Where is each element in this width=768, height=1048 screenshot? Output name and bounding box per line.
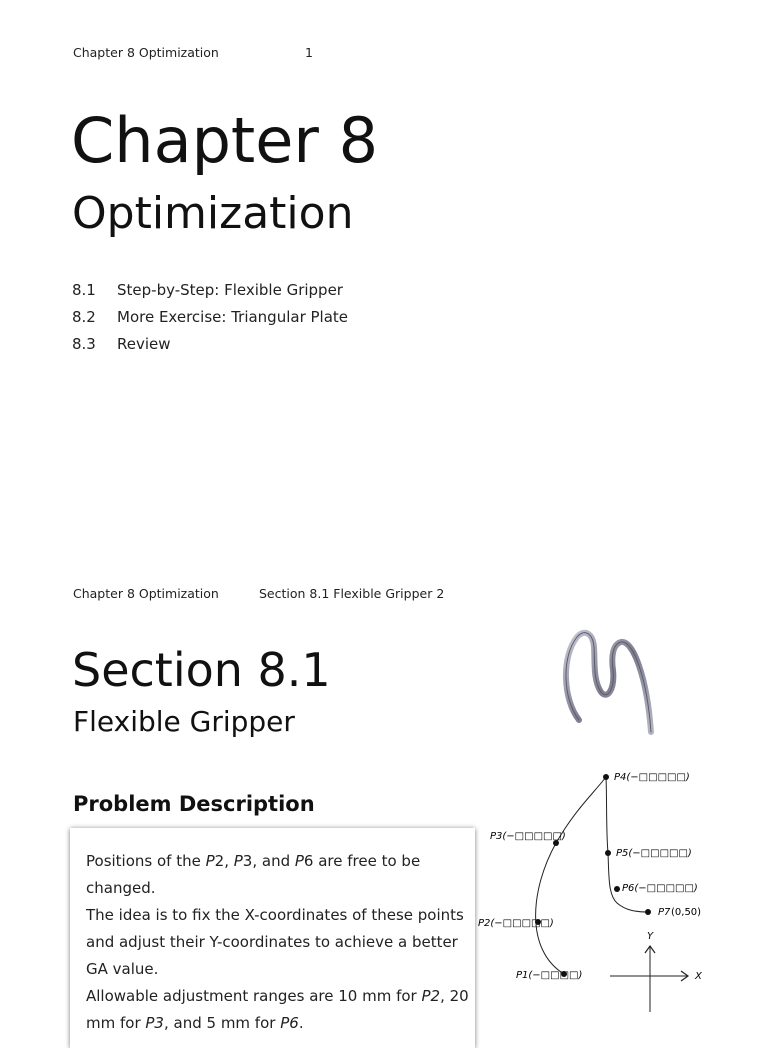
note-text-fragment: , and 5 mm for <box>163 1014 281 1032</box>
x-axis-label: X <box>695 971 702 982</box>
point-p7-coordinate: (0,50) <box>671 907 702 918</box>
point-p3-label: P3(−□□□□□) <box>490 831 566 842</box>
note-text-fragment: Positions of the <box>86 852 206 870</box>
page2-header-right: Section 8.1 Flexible Gripper 2 <box>259 586 445 601</box>
point-p4-label: P4(−□□□□□) <box>614 772 690 783</box>
y-axis-label: Y <box>647 931 654 942</box>
chapter-subtitle: Optimization <box>72 188 354 239</box>
note-paragraph <box>86 848 471 902</box>
point-p6 <box>614 886 620 892</box>
point-p6-label: P6(−□□□□□) <box>622 883 698 894</box>
problem-note-text <box>86 848 471 1037</box>
page1-header-left: Chapter 8 Optimization <box>73 45 219 60</box>
note-paragraph <box>86 983 471 1037</box>
toc-item-label: More Exercise: Triangular Plate <box>117 308 349 326</box>
gripper-illustration <box>555 622 665 747</box>
note-text-fragment: , and <box>252 852 295 870</box>
chapter-title: Chapter 8 <box>71 104 379 177</box>
point-p5 <box>605 850 611 856</box>
toc-item-label: Step-by-Step: Flexible Gripper <box>117 281 343 299</box>
gripper-geometry-diagram <box>470 760 710 1024</box>
note-point-name: P2 <box>421 987 441 1005</box>
note-paragraph: The idea is to fix the X-coordinates of these points and adjust their Y-coordinates to achieve a better GA value. <box>86 906 464 978</box>
section-title: Section 8.1 <box>72 643 331 697</box>
note-point-name: P <box>294 852 304 870</box>
note-point-number: 2 <box>214 852 225 870</box>
point-p7 <box>645 909 651 915</box>
section-subtitle: Flexible Gripper <box>73 705 295 738</box>
toc-item-number: 8.3 <box>72 335 96 353</box>
note-text-fragment: , <box>224 852 234 870</box>
problem-note-box <box>70 828 475 1048</box>
point-p4 <box>603 774 609 780</box>
point-p2-label: P2(−□□□□□) <box>478 918 554 929</box>
note-point-number: 6 <box>303 852 314 870</box>
page1-header-page-number: 1 <box>305 45 313 60</box>
page2-header-left: Chapter 8 Optimization <box>73 586 219 601</box>
toc-item-number: 8.2 <box>72 308 96 326</box>
note-text-fragment: are free to be changed. <box>86 852 421 897</box>
note-text-fragment: . <box>298 1014 304 1032</box>
toc-item-number: 8.1 <box>72 281 96 299</box>
note-point-name: P3 <box>145 1014 164 1032</box>
toc-item[interactable] <box>72 335 171 353</box>
note-point-number: 3 <box>242 852 253 870</box>
note-point-name: P6 <box>280 1014 299 1032</box>
point-p1-label: P1(−□□□□) <box>516 970 583 981</box>
toc-item[interactable] <box>72 281 343 299</box>
note-text-fragment: Allowable adjustment ranges are 10 mm for <box>86 987 422 1005</box>
problem-description-heading: Problem Description <box>73 792 315 816</box>
point-p7-label: P7 <box>658 907 671 918</box>
note-point-name: P <box>205 852 215 870</box>
toc-item[interactable] <box>72 308 348 326</box>
note-text-fragment: , 20 mm for <box>86 987 469 1032</box>
point-p5-label: P5(−□□□□□) <box>616 848 692 859</box>
note-point-name: P <box>233 852 243 870</box>
toc-item-label: Review <box>117 335 171 353</box>
